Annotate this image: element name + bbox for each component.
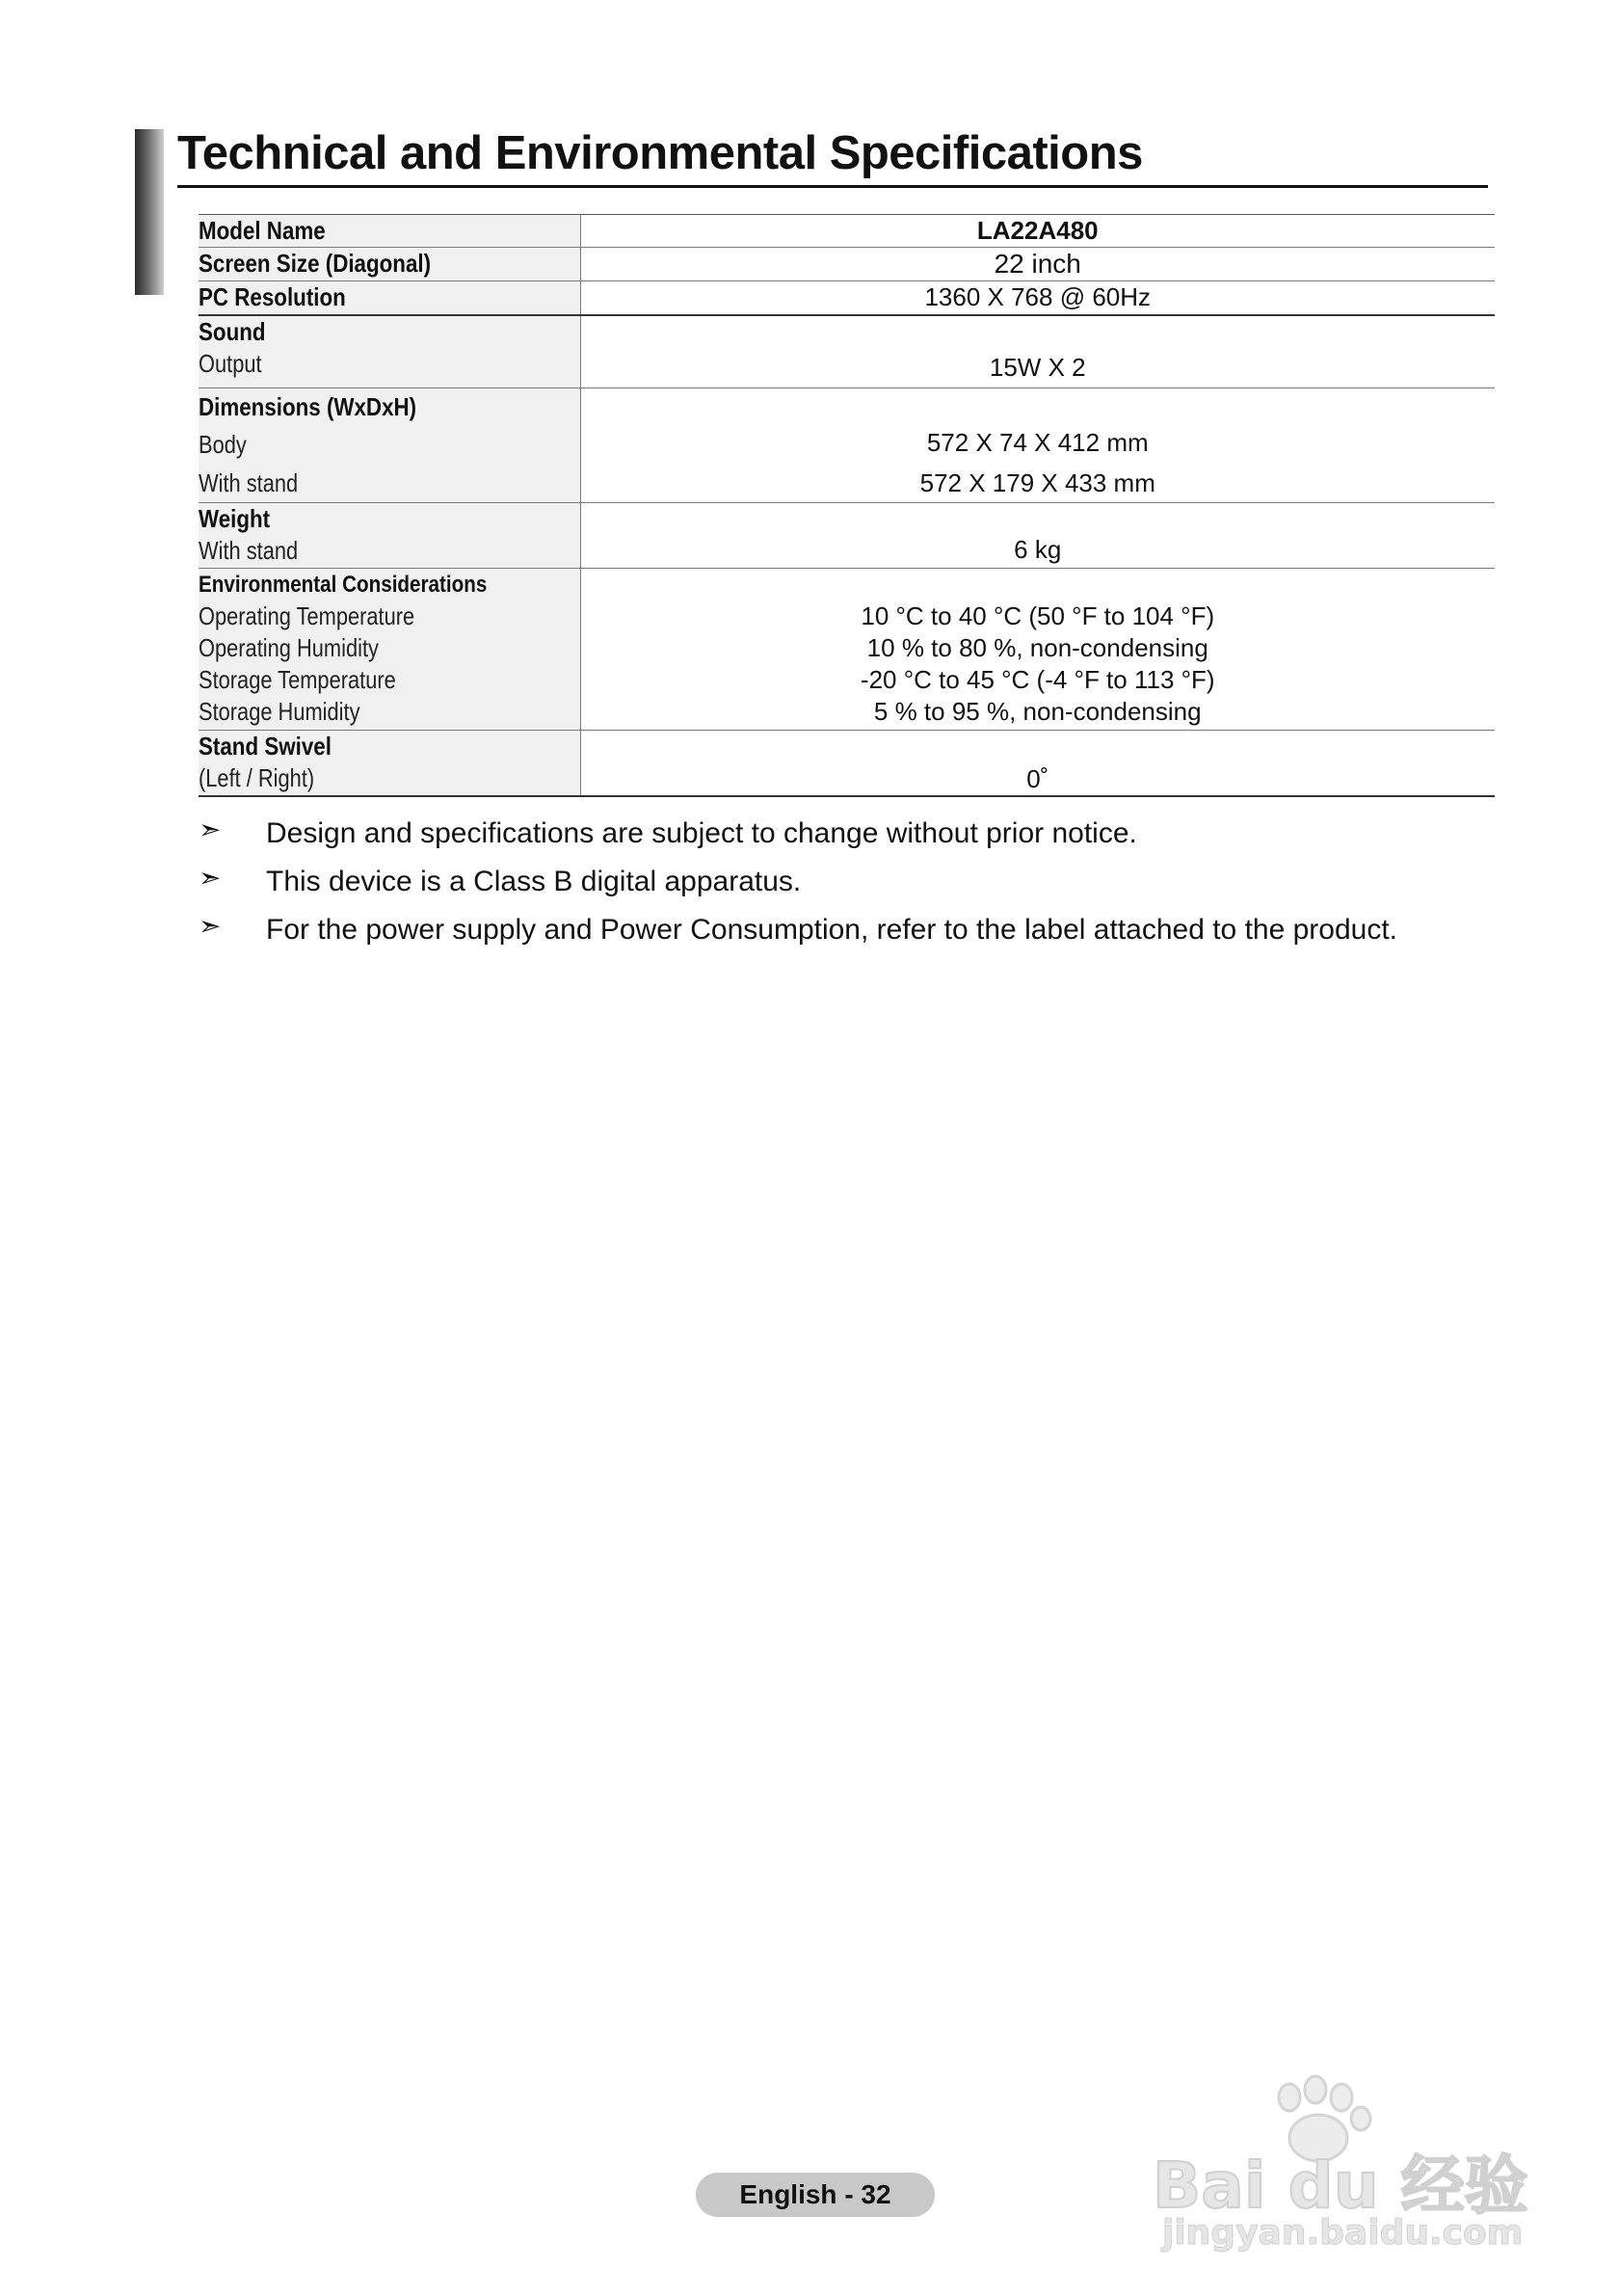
notes-list [199,815,1509,960]
dimensions-body-label: Body [199,430,247,459]
page-title: Technical and Environmental Specifications [177,123,1488,188]
env-st-humidity-label: Storage Humidity [199,697,360,726]
sound-output-label: Output [199,348,262,378]
stand-swivel-value: 0˚ [1026,763,1049,793]
arrow-icon: ➣ [199,910,222,942]
dimensions-stand-label: With stand [199,468,299,497]
note-item [199,864,1509,900]
stand-swivel-sub-label: (Left / Right) [199,763,315,792]
note-text: This device is a Class B digital apparatus. [266,866,802,897]
table-row [199,731,1495,796]
weight-value: 6 kg [1014,535,1062,564]
model-name-label: Model Name [199,216,326,245]
note-item [199,815,1509,852]
env-op-humidity-value: 10 % to 80 %, non-condensing [866,633,1208,662]
table-row [199,281,1495,315]
spec-table [199,214,1495,797]
table-row [199,388,1495,503]
table-row [199,248,1495,281]
table-row [199,315,1495,388]
dimensions-body-value: 572 X 74 X 412 mm [926,428,1149,457]
table-row [199,215,1495,248]
note-text: For the power supply and Power Consumption, refer to the label attached to the product. [266,914,1398,946]
pc-resolution-value: 1360 X 768 @ 60Hz [924,282,1152,311]
screen-size-value: 22 inch [994,249,1081,279]
stand-swivel-label: Stand Swivel [199,732,332,761]
sound-label: Sound [199,316,266,346]
page-number-badge: English - 32 [696,2173,935,2217]
env-st-humidity-value: 5 % to 95 %, non-condensing [873,697,1202,726]
env-op-temp-label: Operating Temperature [199,601,415,630]
sound-output-value: 15W X 2 [989,353,1086,382]
watermark-brand: Bai du 经验 [1153,2149,1528,2223]
env-st-temp-label: Storage Temperature [199,665,396,694]
dimensions-label: Dimensions (WxDxH) [199,392,417,421]
model-name-value: LA22A480 [976,216,1099,245]
table-row [199,569,1495,731]
env-op-temp-value: 10 °C to 40 °C (50 °F to 104 °F) [861,601,1215,630]
weight-label: Weight [199,504,271,533]
note-item [199,912,1509,948]
env-op-humidity-label: Operating Humidity [199,633,379,662]
pc-resolution-label: PC Resolution [199,282,346,311]
table-row [199,503,1495,569]
weight-stand-label: With stand [199,536,299,565]
section-side-bar [135,129,164,295]
note-text: Design and specifications are subject to change without prior notice. [266,817,1137,849]
screen-size-label: Screen Size (Diagonal) [199,249,432,278]
env-st-temp-value: -20 °C to 45 °C (-4 °F to 113 °F) [860,665,1215,694]
dimensions-stand-value: 572 X 179 X 433 mm [919,468,1155,497]
arrow-icon: ➣ [199,862,222,894]
baidu-watermark [1147,2072,1552,2256]
watermark-url: jingyan.baidu.com [1162,2213,1524,2253]
environment-label: Environmental Considerations [199,572,488,598]
arrow-icon: ➣ [199,814,222,845]
